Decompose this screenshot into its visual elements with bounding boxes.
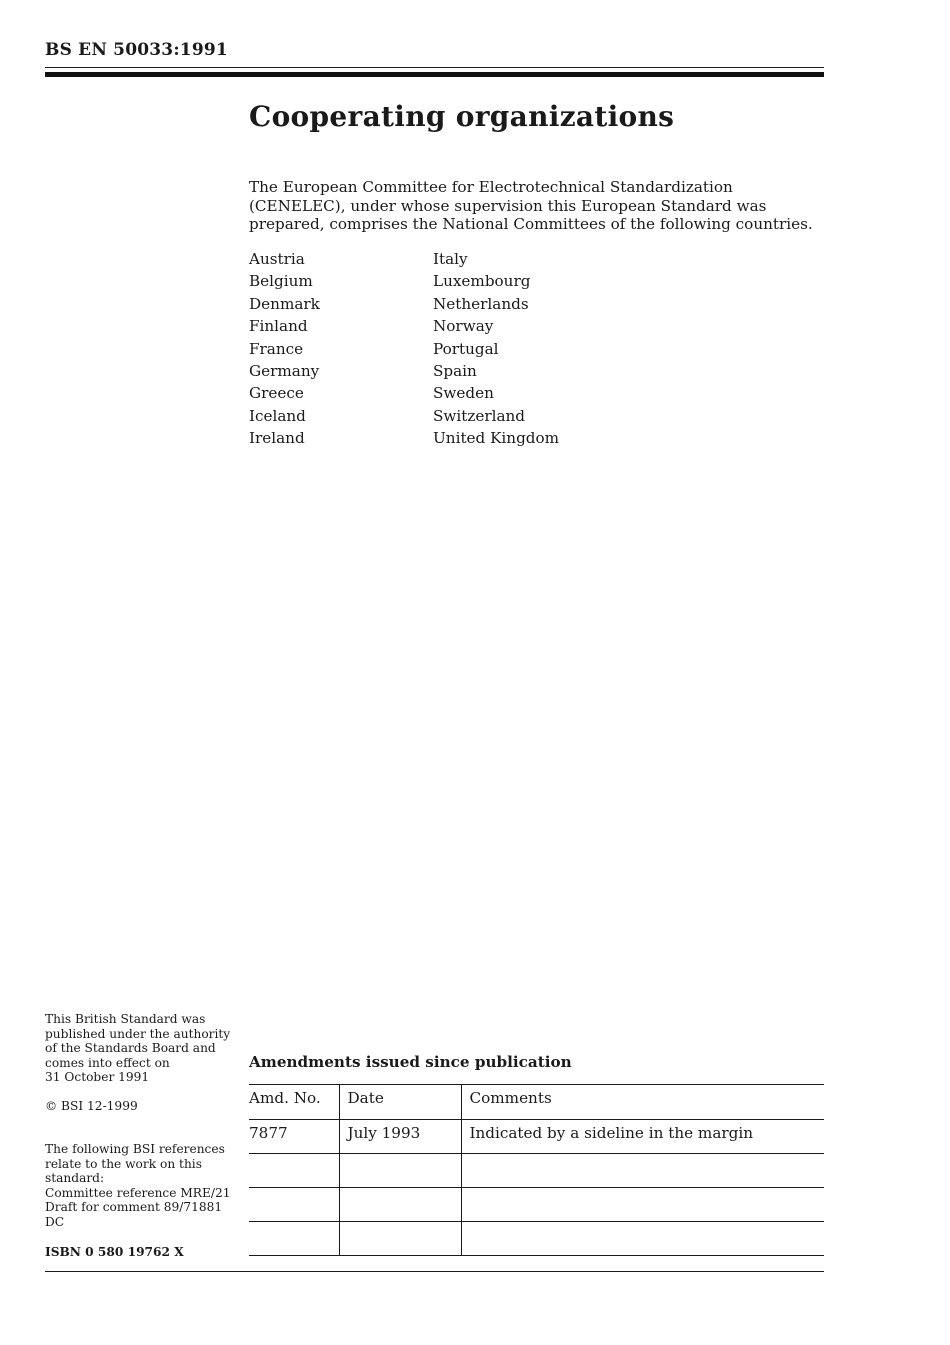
table-cell — [339, 1188, 461, 1222]
publication-note-line: of the Standards Board and — [45, 1041, 216, 1056]
publication-note — [45, 1012, 245, 1085]
table-row — [249, 1154, 824, 1188]
country-item: Belgium — [249, 272, 313, 291]
country-item: Ireland — [249, 429, 305, 448]
country-item: Spain — [433, 361, 477, 380]
header-cell: Comments — [461, 1085, 824, 1120]
amendments-title: Amendments issued since publication — [249, 1053, 572, 1071]
publication-note-line: 31 October 1991 — [45, 1070, 150, 1085]
header-rule-thick — [45, 72, 824, 77]
country-item: Luxembourg — [433, 272, 531, 291]
table-cell — [249, 1222, 339, 1256]
table-header-row — [249, 1085, 824, 1120]
country-item: Austria — [249, 250, 305, 268]
publication-note-line: comes into effect on — [45, 1055, 170, 1070]
document-code: BS EN 50033:1991 — [45, 40, 228, 60]
country-item: Portugal — [433, 339, 499, 358]
table-cell — [339, 1154, 461, 1188]
bsi-references — [45, 1142, 245, 1230]
table-cell — [339, 1222, 461, 1256]
country-list-left — [249, 250, 320, 452]
table-cell — [461, 1154, 824, 1188]
amendments-table — [249, 1084, 824, 1256]
isbn: ISBN 0 580 19762 X — [45, 1245, 184, 1259]
country-item: Italy — [433, 250, 468, 268]
reference-line: Committee reference MRE/21 — [45, 1185, 231, 1200]
header-cell: Date — [339, 1085, 461, 1120]
copyright-note: © BSI 12-1999 — [45, 1099, 138, 1113]
reference-line: standard: — [45, 1171, 105, 1186]
reference-line: relate to the work on this — [45, 1156, 202, 1171]
country-list-right — [433, 250, 559, 452]
country-item: Netherlands — [433, 294, 529, 313]
country-item: United Kingdom — [433, 429, 560, 448]
table-cell — [461, 1188, 824, 1222]
table-cell: 7877 — [249, 1120, 339, 1154]
country-item: Germany — [249, 361, 320, 380]
table-row — [249, 1222, 824, 1256]
country-item: Finland — [249, 317, 308, 336]
country-item: Norway — [433, 317, 494, 336]
table-cell: July 1993 — [339, 1120, 461, 1154]
table-row — [249, 1188, 824, 1222]
intro-paragraph: The European Committee for Electrotechnical Standardization (CENELEC), under whose supervision this European Standard was prepared, comprises the National Committees of the following countries. — [249, 178, 813, 233]
country-item: Sweden — [433, 384, 494, 403]
footer-rule — [45, 1271, 824, 1272]
country-item: Denmark — [249, 294, 320, 313]
table-row — [249, 1120, 824, 1154]
country-item: Greece — [249, 384, 304, 403]
publication-note-line: This British Standard was — [45, 1012, 206, 1026]
page-title: Cooperating organizations — [249, 100, 675, 133]
table-cell — [461, 1222, 824, 1256]
publication-note-line: published under the authority — [45, 1026, 231, 1041]
reference-line: The following BSI references — [45, 1142, 225, 1156]
reference-line: Draft for comment 89/71881 DC — [45, 1200, 223, 1229]
header-cell: Amd. No. — [249, 1085, 339, 1120]
country-item: Iceland — [249, 406, 306, 425]
country-item: France — [249, 339, 304, 358]
header-rule-thin — [45, 67, 824, 68]
table-cell — [249, 1188, 339, 1222]
table-cell — [249, 1154, 339, 1188]
country-item: Switzerland — [433, 406, 526, 425]
table-cell: Indicated by a sideline in the margin — [461, 1120, 824, 1154]
